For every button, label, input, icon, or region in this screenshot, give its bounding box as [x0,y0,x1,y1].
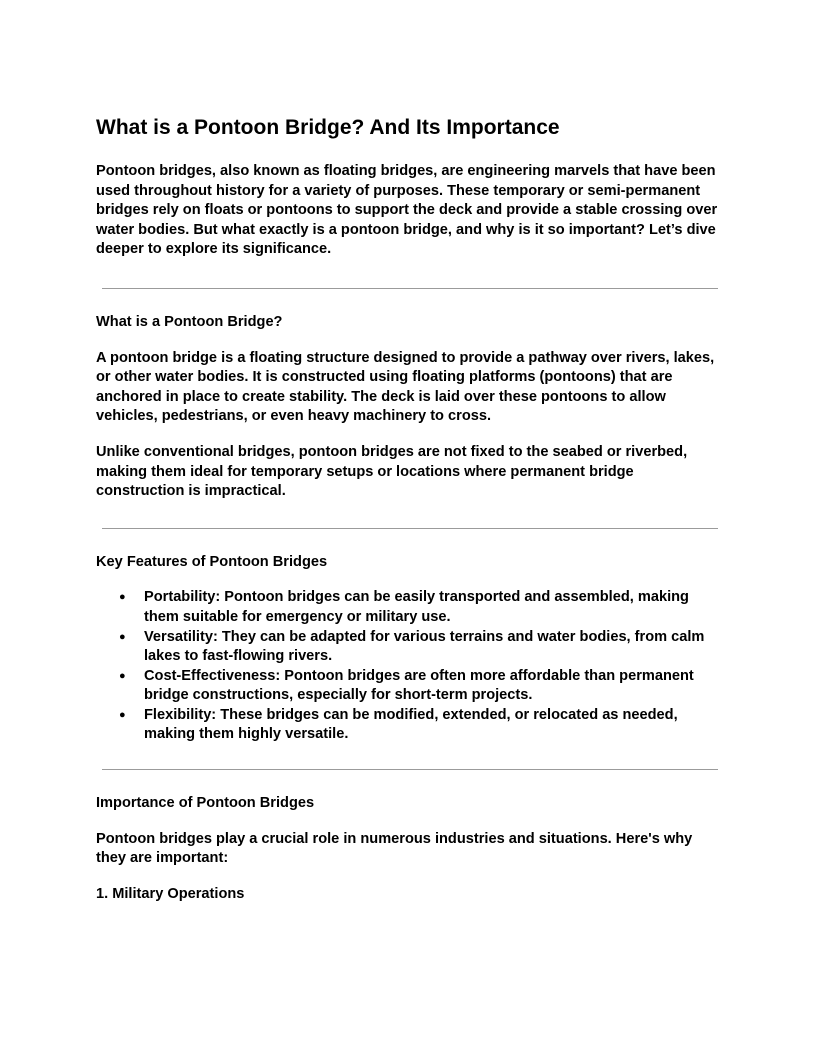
section-divider [102,288,718,289]
definition-paragraph: A pontoon bridge is a floating structure designed to provide a pathway over rivers, lakes, or other water bodies. It is constructed using floating platforms (pontoons) that are anchored in place to create stability. The deck is laid over these pontoons to allow vehicles, pedestrians, or even heavy machinery to cross. [96,349,715,425]
list-item [96,667,721,706]
section-heading-what-is: What is a Pontoon Bridge? [96,313,283,330]
page-title: What is a Pontoon Bridge? And Its Importance [96,116,560,139]
section-divider [102,528,718,529]
list-item-text: Portability: Pontoon bridges can be easily transported and assembled, making them suitable for emergency or military use. [144,589,689,625]
intro-paragraph: Pontoon bridges, also known as floating bridges, are engineering marvels that have been used throughout history for a variety of purposes. These temporary or semi-permanent bridges rely on floats or pontoons to support the deck and provide a stable crossing over water bodies. But what exactly is a pontoon bridge, and why is it so important? Let’s dive deeper to explore its significance. [96,163,718,258]
bullet-icon: ● [119,669,126,682]
list-item-text: Cost-Effectiveness: Pontoon bridges are often more affordable than permanent bridge constructions, especially for short-term projects. [144,667,694,704]
list-item [96,588,721,627]
list-item [96,628,721,667]
section-divider [102,769,718,770]
importance-paragraph: Pontoon bridges play a crucial role in numerous industries and situations. Here's why they are important: [96,830,693,867]
section-heading-importance: Importance of Pontoon Bridges [96,795,315,812]
comparison-paragraph: Unlike conventional bridges, pontoon bridges are not fixed to the seabed or riverbed, making them ideal for temporary setups or locations where permanent bridge construction is impractical. [96,443,688,500]
section-heading-key-features: Key Features of Pontoon Bridges [96,553,328,570]
list-item-text: Versatility: They can be adapted for various terrains and water bodies, from calm lakes to fast-flowing rivers. [144,628,705,665]
list-item-text: Flexibility: These bridges can be modified, extended, or relocated as needed, making them highly versatile. [144,706,678,743]
bullet-icon: ● [119,708,126,721]
features-list [96,588,721,745]
list-item [96,706,721,745]
bullet-icon: ● [119,591,126,604]
bullet-icon: ● [119,630,126,643]
subheading-military: 1. Military Operations [96,885,245,902]
